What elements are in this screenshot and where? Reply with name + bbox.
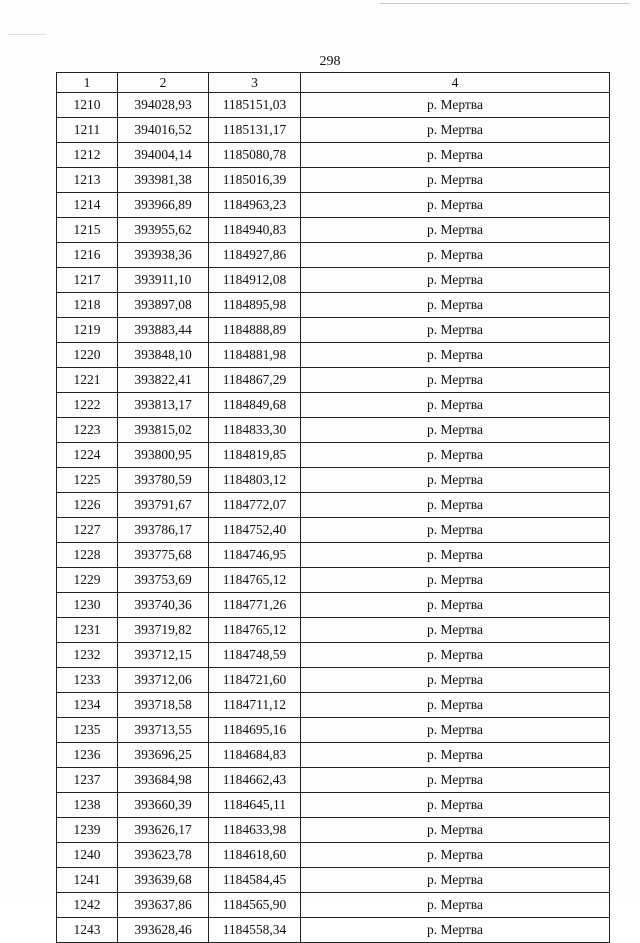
y-coordinate-cell: 1185151,03 [209,93,301,118]
table-row [57,793,610,818]
object-name-cell: р. Мертва [301,518,610,543]
x-coordinate-cell: 393800,95 [118,443,209,468]
object-name-cell: р. Мертва [301,868,610,893]
object-name-cell: р. Мертва [301,193,610,218]
x-coordinate-cell: 393955,62 [118,218,209,243]
x-coordinate-cell: 394016,52 [118,118,209,143]
table-row [57,318,610,343]
y-coordinate-cell: 1184912,08 [209,268,301,293]
table-row [57,218,610,243]
x-coordinate-cell: 393712,06 [118,668,209,693]
table-row [57,243,610,268]
point-number-cell: 1223 [57,418,118,443]
y-coordinate-cell: 1184684,83 [209,743,301,768]
table-row [57,143,610,168]
table-row [57,193,610,218]
table-row [57,618,610,643]
table-row [57,668,610,693]
object-name-cell: р. Мертва [301,393,610,418]
y-coordinate-cell: 1184927,86 [209,243,301,268]
point-number-cell: 1240 [57,843,118,868]
x-coordinate-cell: 394004,14 [118,143,209,168]
point-number-cell: 1233 [57,668,118,693]
object-name-cell: р. Мертва [301,418,610,443]
point-number-cell: 1220 [57,343,118,368]
y-coordinate-cell: 1184662,43 [209,768,301,793]
y-coordinate-cell: 1184695,16 [209,718,301,743]
page-number: 298 [319,54,341,69]
x-coordinate-cell: 393753,69 [118,568,209,593]
table-row [57,468,610,493]
object-name-cell: р. Мертва [301,343,610,368]
x-coordinate-cell: 393775,68 [118,543,209,568]
object-name-cell: р. Мертва [301,93,610,118]
object-name-cell: р. Мертва [301,568,610,593]
x-coordinate-cell: 393848,10 [118,343,209,368]
point-number-cell: 1221 [57,368,118,393]
x-coordinate-cell: 393684,98 [118,768,209,793]
y-coordinate-cell: 1184584,45 [209,868,301,893]
x-coordinate-cell: 393740,36 [118,593,209,618]
point-number-cell: 1235 [57,718,118,743]
object-name-cell: р. Мертва [301,168,610,193]
point-number-cell: 1226 [57,493,118,518]
point-number-cell: 1238 [57,793,118,818]
x-coordinate-cell: 393628,46 [118,918,209,943]
scan-artifact-top-left [8,34,46,35]
x-coordinate-cell: 393981,38 [118,168,209,193]
object-name-cell: р. Мертва [301,843,610,868]
point-number-cell: 1225 [57,468,118,493]
x-coordinate-cell: 393786,17 [118,518,209,543]
table-row [57,118,610,143]
table-row [57,168,610,193]
table-row [57,443,610,468]
coordinates-table [56,72,610,943]
y-coordinate-cell: 1184765,12 [209,618,301,643]
y-coordinate-cell: 1184645,11 [209,793,301,818]
point-number-cell: 1227 [57,518,118,543]
y-coordinate-cell: 1184558,34 [209,918,301,943]
y-coordinate-cell: 1185131,17 [209,118,301,143]
table-row [57,693,610,718]
table-row [57,718,610,743]
x-coordinate-cell: 393911,10 [118,268,209,293]
y-coordinate-cell: 1184765,12 [209,568,301,593]
column-header-y-coordinate: 3 [209,73,301,93]
x-coordinate-cell: 393822,41 [118,368,209,393]
object-name-cell: р. Мертва [301,443,610,468]
object-name-cell: р. Мертва [301,768,610,793]
object-name-cell: р. Мертва [301,593,610,618]
x-coordinate-cell: 394028,93 [118,93,209,118]
point-number-cell: 1211 [57,118,118,143]
point-number-cell: 1241 [57,868,118,893]
object-name-cell: р. Мертва [301,368,610,393]
y-coordinate-cell: 1185016,39 [209,168,301,193]
x-coordinate-cell: 393815,02 [118,418,209,443]
table-row [57,543,610,568]
table-row [57,418,610,443]
x-coordinate-cell: 393780,59 [118,468,209,493]
point-number-cell: 1213 [57,168,118,193]
object-name-cell: р. Мертва [301,693,610,718]
table-row [57,393,610,418]
column-header-point-number: 1 [57,73,118,93]
table-row [57,293,610,318]
x-coordinate-cell: 393897,08 [118,293,209,318]
y-coordinate-cell: 1184746,95 [209,543,301,568]
x-coordinate-cell: 393791,67 [118,493,209,518]
object-name-cell: р. Мертва [301,718,610,743]
table-row [57,593,610,618]
y-coordinate-cell: 1184881,98 [209,343,301,368]
object-name-cell: р. Мертва [301,818,610,843]
x-coordinate-cell: 393966,89 [118,193,209,218]
x-coordinate-cell: 393696,25 [118,743,209,768]
x-coordinate-cell: 393713,55 [118,718,209,743]
point-number-cell: 1218 [57,293,118,318]
x-coordinate-cell: 393883,44 [118,318,209,343]
y-coordinate-cell: 1184711,12 [209,693,301,718]
point-number-cell: 1228 [57,543,118,568]
y-coordinate-cell: 1184940,83 [209,218,301,243]
x-coordinate-cell: 393639,68 [118,868,209,893]
object-name-cell: р. Мертва [301,918,610,943]
y-coordinate-cell: 1184819,85 [209,443,301,468]
point-number-cell: 1232 [57,643,118,668]
object-name-cell: р. Мертва [301,618,610,643]
point-number-cell: 1230 [57,593,118,618]
object-name-cell: р. Мертва [301,293,610,318]
x-coordinate-cell: 393623,78 [118,843,209,868]
table-row [57,268,610,293]
y-coordinate-cell: 1184895,98 [209,293,301,318]
y-coordinate-cell: 1184803,12 [209,468,301,493]
scan-artifact-top-rule [380,3,630,4]
x-coordinate-cell: 393626,17 [118,818,209,843]
table-row [57,843,610,868]
table-row [57,818,610,843]
x-coordinate-cell: 393660,39 [118,793,209,818]
point-number-cell: 1243 [57,918,118,943]
table-row [57,368,610,393]
point-number-cell: 1210 [57,93,118,118]
table-row [57,768,610,793]
table-row [57,93,610,118]
point-number-cell: 1216 [57,243,118,268]
table-row [57,893,610,918]
table-row [57,743,610,768]
y-coordinate-cell: 1184833,30 [209,418,301,443]
point-number-cell: 1231 [57,618,118,643]
object-name-cell: р. Мертва [301,643,610,668]
table-body [57,93,610,943]
object-name-cell: р. Мертва [301,743,610,768]
point-number-cell: 1239 [57,818,118,843]
object-name-cell: р. Мертва [301,493,610,518]
x-coordinate-cell: 393719,82 [118,618,209,643]
point-number-cell: 1214 [57,193,118,218]
table-row [57,918,610,943]
table-row [57,643,610,668]
y-coordinate-cell: 1184752,40 [209,518,301,543]
table-row [57,568,610,593]
object-name-cell: р. Мертва [301,118,610,143]
point-number-cell: 1212 [57,143,118,168]
y-coordinate-cell: 1184772,07 [209,493,301,518]
object-name-cell: р. Мертва [301,543,610,568]
x-coordinate-cell: 393712,15 [118,643,209,668]
point-number-cell: 1215 [57,218,118,243]
object-name-cell: р. Мертва [301,318,610,343]
object-name-cell: р. Мертва [301,218,610,243]
y-coordinate-cell: 1184565,90 [209,893,301,918]
y-coordinate-cell: 1185080,78 [209,143,301,168]
point-number-cell: 1237 [57,768,118,793]
object-name-cell: р. Мертва [301,143,610,168]
column-header-x-coordinate: 2 [118,73,209,93]
y-coordinate-cell: 1184748,59 [209,643,301,668]
y-coordinate-cell: 1184771,26 [209,593,301,618]
object-name-cell: р. Мертва [301,668,610,693]
x-coordinate-cell: 393718,58 [118,693,209,718]
point-number-cell: 1222 [57,393,118,418]
y-coordinate-cell: 1184867,29 [209,368,301,393]
table-row [57,493,610,518]
y-coordinate-cell: 1184633,98 [209,818,301,843]
y-coordinate-cell: 1184963,23 [209,193,301,218]
table-row [57,343,610,368]
point-number-cell: 1217 [57,268,118,293]
point-number-cell: 1242 [57,893,118,918]
point-number-cell: 1229 [57,568,118,593]
point-number-cell: 1219 [57,318,118,343]
point-number-cell: 1234 [57,693,118,718]
y-coordinate-cell: 1184618,60 [209,843,301,868]
point-number-cell: 1236 [57,743,118,768]
y-coordinate-cell: 1184888,89 [209,318,301,343]
object-name-cell: р. Мертва [301,893,610,918]
x-coordinate-cell: 393938,36 [118,243,209,268]
object-name-cell: р. Мертва [301,268,610,293]
table-header-row [57,73,610,93]
column-header-object-name: 4 [301,73,610,93]
x-coordinate-cell: 393813,17 [118,393,209,418]
point-number-cell: 1224 [57,443,118,468]
object-name-cell: р. Мертва [301,468,610,493]
y-coordinate-cell: 1184849,68 [209,393,301,418]
table-row [57,518,610,543]
object-name-cell: р. Мертва [301,793,610,818]
object-name-cell: р. Мертва [301,243,610,268]
y-coordinate-cell: 1184721,60 [209,668,301,693]
table-row [57,868,610,893]
x-coordinate-cell: 393637,86 [118,893,209,918]
